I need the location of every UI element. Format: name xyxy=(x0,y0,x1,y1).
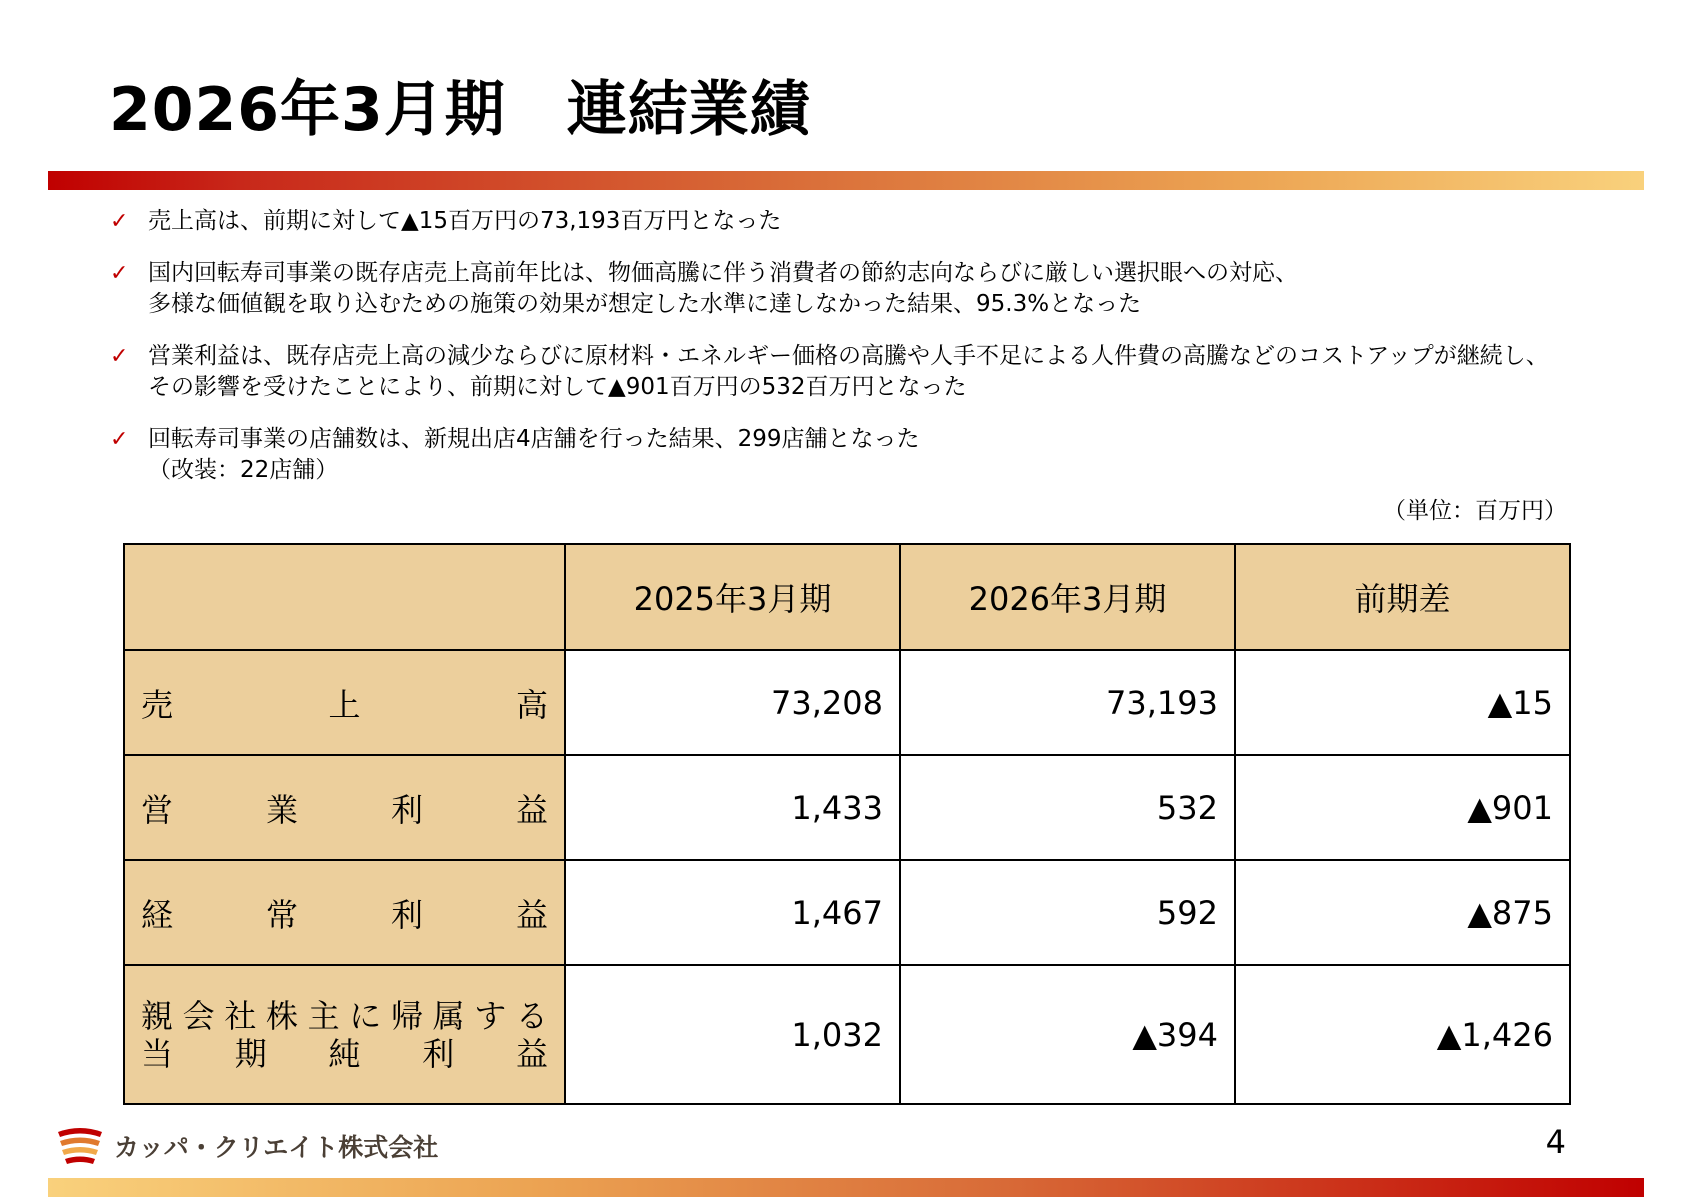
results-table xyxy=(123,543,1571,1105)
company-logo-icon xyxy=(56,1126,104,1168)
bullet-line: 営業利益は、既存店売上高の減少ならびに原材料・エネルギー価格の高騰や人手不足による人件費の高騰などのコストアップが継続し、 xyxy=(148,343,1549,369)
table-cell: 73,208 xyxy=(565,650,900,755)
row-label-net-sales xyxy=(124,650,565,755)
row-label-char: 株 xyxy=(265,996,298,1035)
table-cell: 1,467 xyxy=(565,860,900,965)
row-label-char: 業 xyxy=(265,790,298,829)
table-cell: 1,433 xyxy=(565,755,900,860)
bullet-item xyxy=(110,424,1650,486)
row-label-char: 営 xyxy=(141,790,174,829)
table-row xyxy=(124,965,1570,1104)
bullet-item xyxy=(110,341,1650,403)
table-cell: ▲1,426 xyxy=(1235,965,1570,1104)
table-cell: 73,193 xyxy=(900,650,1235,755)
bullet-item xyxy=(110,206,1650,237)
table-cell: 592 xyxy=(900,860,1235,965)
row-label-char: 主 xyxy=(307,996,340,1035)
page-number: 4 xyxy=(1545,1123,1566,1161)
check-icon: ✓ xyxy=(110,344,129,369)
row-label-char: る xyxy=(515,996,548,1035)
table-cell: 532 xyxy=(900,755,1235,860)
table-cell: ▲394 xyxy=(900,965,1235,1104)
unit-note: （単位：百万円） xyxy=(1383,498,1567,524)
row-label-char: 益 xyxy=(515,895,548,934)
table-header-cell: 2025年3月期 xyxy=(565,544,900,650)
row-label-char: 売 xyxy=(141,685,174,724)
row-label-ordinary-income xyxy=(124,860,565,965)
table-header-corner xyxy=(124,544,565,650)
row-label-char: 利 xyxy=(390,895,423,934)
bullet-line: （改装：22店舗） xyxy=(148,457,339,483)
table-header-cell: 前期差 xyxy=(1235,544,1570,650)
check-icon: ✓ xyxy=(110,209,129,234)
header-gradient-bar xyxy=(48,171,1644,190)
row-label-net-income-parent xyxy=(124,965,565,1104)
check-icon: ✓ xyxy=(110,261,129,286)
bullet-line: 多様な価値観を取り込むための施策の効果が想定した水準に達しなかった結果、95.3%となった xyxy=(148,291,1142,317)
row-label-char: 社 xyxy=(224,996,257,1035)
table-cell: ▲875 xyxy=(1235,860,1570,965)
row-label-char: 属 xyxy=(432,996,465,1035)
row-label-char: 常 xyxy=(265,895,298,934)
table-header-row xyxy=(124,544,1570,650)
table-row xyxy=(124,650,1570,755)
table-row xyxy=(124,860,1570,965)
table-cell: ▲901 xyxy=(1235,755,1570,860)
row-label-char: に xyxy=(349,996,382,1035)
row-label-char: 益 xyxy=(515,1034,548,1073)
row-label-char: 高 xyxy=(515,685,548,724)
table-header-cell: 2026年3月期 xyxy=(900,544,1235,650)
bullet-line: 回転寿司事業の店舗数は、新規出店4店舗を行った結果、299店舗となった xyxy=(148,426,920,452)
row-label-char: 利 xyxy=(422,1034,455,1073)
row-label-char: 純 xyxy=(328,1034,361,1073)
check-icon: ✓ xyxy=(110,427,129,452)
row-label-char: 利 xyxy=(390,790,423,829)
row-label-char: 益 xyxy=(515,790,548,829)
row-label-operating-income xyxy=(124,755,565,860)
bullet-list xyxy=(110,206,1650,507)
row-label-char: 親 xyxy=(141,996,174,1035)
row-label-char: 当 xyxy=(141,1034,174,1073)
bullet-line: その影響を受けたことにより、前期に対して▲901百万円の532百万円となった xyxy=(148,374,967,400)
table-cell: ▲15 xyxy=(1235,650,1570,755)
table-row xyxy=(124,755,1570,860)
row-label-char: す xyxy=(474,996,507,1035)
table-cell: 1,032 xyxy=(565,965,900,1104)
page-title: 2026年3月期 連結業績 xyxy=(109,75,811,145)
row-label-char: 経 xyxy=(141,895,174,934)
bullet-line: 売上高は、前期に対して▲15百万円の73,193百万円となった xyxy=(148,208,782,234)
row-label-char: 帰 xyxy=(390,996,423,1035)
bullet-line: 国内回転寿司事業の既存店売上高前年比は、物価高騰に伴う消費者の節約志向ならびに厳しい選択眼への対応、 xyxy=(148,260,1298,286)
row-label-char: 上 xyxy=(328,685,361,724)
company-name: カッパ・クリエイト株式会社 xyxy=(114,1133,439,1162)
row-label-char: 会 xyxy=(182,996,215,1035)
row-label-char: 期 xyxy=(234,1034,267,1073)
bullet-item xyxy=(110,258,1650,320)
footer-gradient-bar xyxy=(48,1178,1644,1197)
